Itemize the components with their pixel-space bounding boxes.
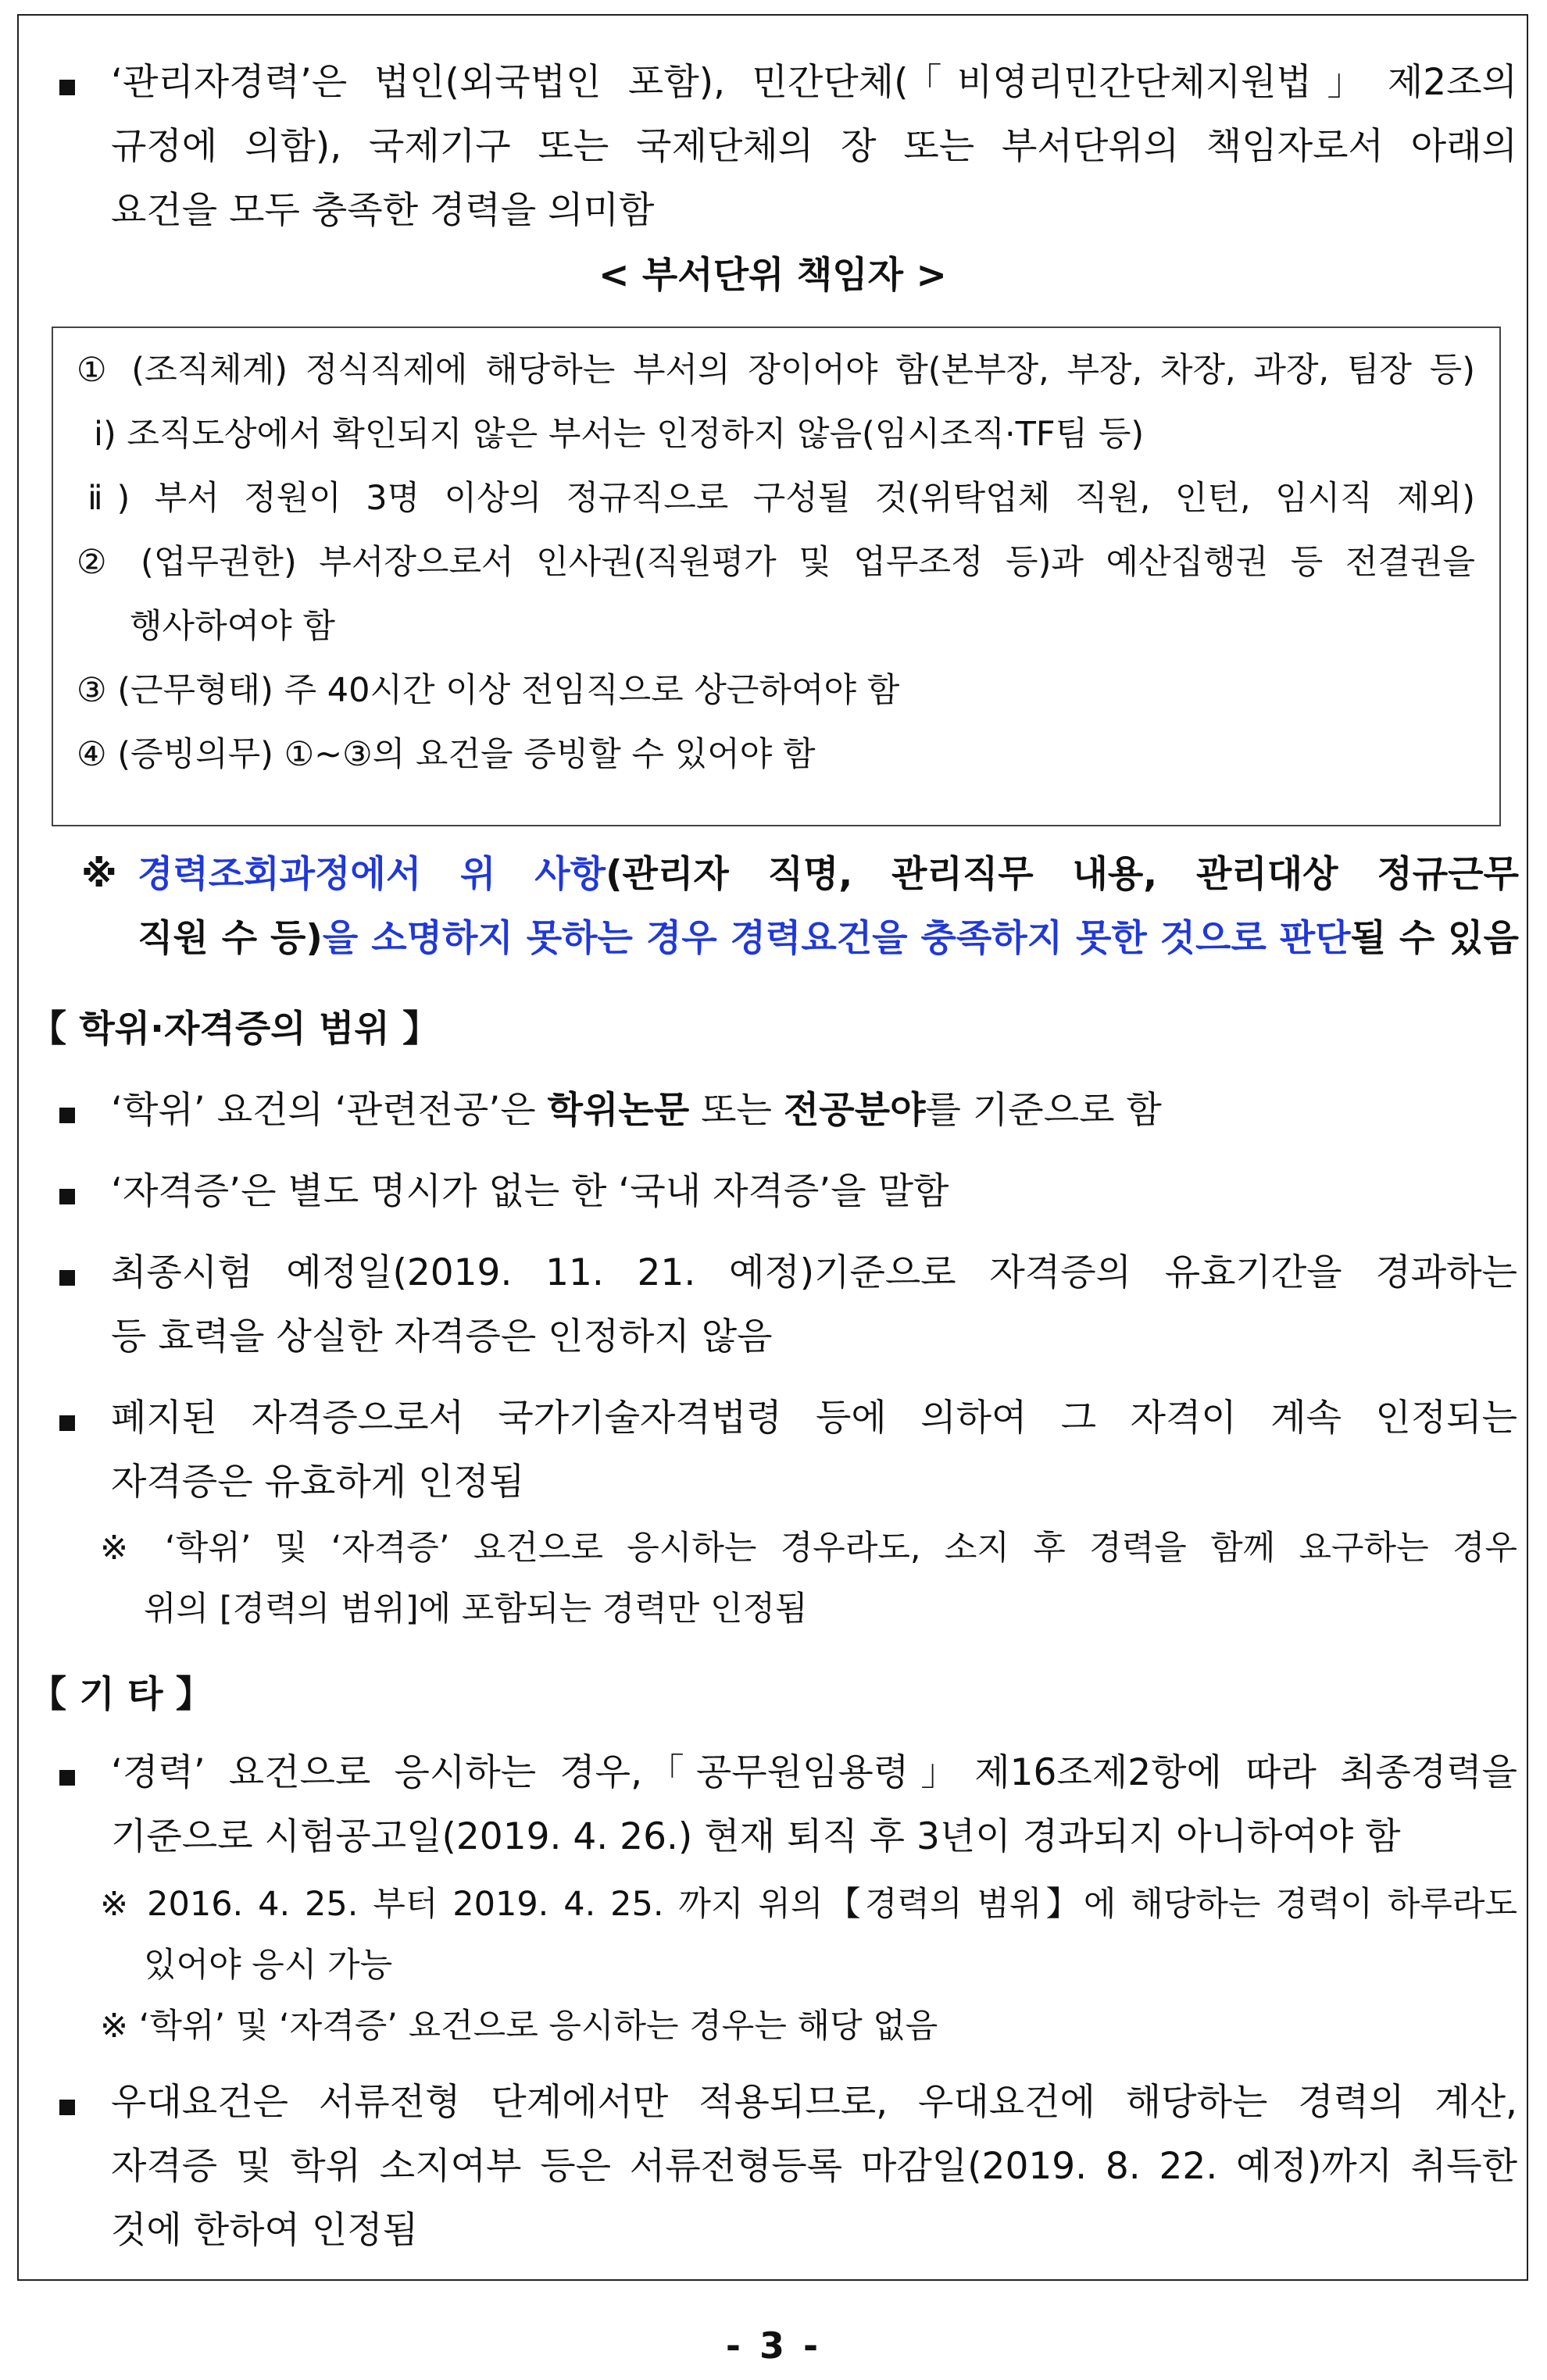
bullet-icon	[59, 1770, 75, 1786]
intro-line-1: ‘관리자경력’은 법인(외국법인 포함), 민간단체(｢비영리민간단체지원법｣ 제2조의	[111, 61, 1517, 104]
criteria-1: ① (조직체계) 정식직제에 해당하는 부서의 장이어야 함(본부장, 부장, 차장, 과장, 팀장 등)	[77, 351, 1475, 390]
etc-bullet-2-cont-1: 자격증 및 학위 소지여부 등은 서류전형등록 마감일(2019. 8. 22. 예정)까지 취득한	[111, 2145, 1517, 2188]
etc-note-1-cont: 있어야 응시 가능	[144, 1946, 393, 1985]
criteria-1-sub-ii: ⅱ) 부서 정원이 3명 이상의 정규직으로 구성될 것(위탁업체 직원, 인턴, 임시직 제외)	[88, 479, 1475, 518]
etc-heading: 【 기 타 】	[30, 1673, 213, 1716]
degree-bullet-1	[111, 1087, 1162, 1134]
intro-line-2: 규정에 의함), 국제기구 또는 국제단체의 장 또는 부서단위의 책임자로서 아래의	[111, 125, 1517, 168]
criteria-box	[52, 326, 1501, 826]
etc-note-2: ※ ‘학위’ 및 ‘자격증’ 요건으로 응시하는 경우는 해당 없음	[100, 2007, 938, 2046]
criteria-2: ② (업무권한) 부서장으로서 인사권(직원평가 및 업무조정 등)과 예산집행권 등 전결권을	[77, 543, 1475, 582]
degree-bullet-4: 폐지된 자격증으로서 국가기술자격법령 등에 의하여 그 자격이 계속 인정되는	[111, 1397, 1517, 1440]
bullet-icon	[59, 1270, 75, 1286]
bullet-icon	[59, 1108, 75, 1123]
degree-b1-bold-2: 전공분야	[783, 1089, 926, 1132]
criteria-1-sub-i: ⅰ) 조직도상에서 확인되지 않은 부서는 인정하지 않음(임시조직·TF팀 등)	[94, 415, 1145, 454]
degree-b1-mid: 또는	[689, 1089, 784, 1132]
degree-bullet-3: 최종시험 예정일(2019. 11. 21. 예정)기준으로 자격증의 유효기간을 경과하는	[111, 1251, 1517, 1294]
degree-heading: 【 학위·자격증의 범위 】	[30, 1008, 440, 1051]
intro-line-3: 요건을 모두 충족한 경력을 의미함	[111, 189, 655, 232]
criteria-3: ③ (근무형태) 주 40시간 이상 전임직으로 상근하여야 함	[77, 671, 900, 710]
criteria-2-cont: 행사하여야 함	[130, 607, 335, 646]
notice-blue-2: 을 소명하지 못하는 경우 경력요건을 충족하지 못한 것으로 판단	[322, 917, 1351, 960]
degree-bullet-4-cont: 자격증은 유효하게 인정됨	[111, 1461, 525, 1504]
notice-line-2	[138, 915, 1519, 962]
notice-black-1: (관리자 직명, 관리직무 내용, 관리대상 정규근무	[606, 853, 1519, 896]
degree-bullet-3-cont: 등 효력을 상실한 자격증은 인정하지 않음	[111, 1315, 773, 1358]
etc-bullet-1: ‘경력’ 요건으로 응시하는 경우, ｢공무원임용령｣ 제16조제2항에 따라 최종경력을	[111, 1751, 1517, 1794]
notice-line-1	[138, 851, 1519, 898]
etc-bullet-1-cont: 기준으로 시험공고일(2019. 4. 26.) 현재 퇴직 후 3년이 경과되지 아니하여야 함	[111, 1815, 1401, 1858]
degree-b1-bold-1: 학위논문	[547, 1089, 690, 1132]
etc-bullet-2: 우대요건은 서류전형 단계에서만 적용되므로, 우대요건에 해당하는 경력의 계산,	[111, 2081, 1517, 2124]
notice-black-2: 직원 수 등)	[138, 917, 323, 960]
bullet-icon	[59, 80, 75, 95]
bullet-icon	[59, 1415, 75, 1431]
degree-note-1: ※ ‘학위’ 및 ‘자격증’ 요건으로 응시하는 경우라도, 소지 후 경력을 함께 요구하는 경우	[100, 1529, 1517, 1568]
notice-black-3: 될 수 있음	[1350, 917, 1519, 960]
notice-blue-1: 경력조회과정에서 위 사항	[138, 853, 606, 896]
notice-mark: ※	[81, 853, 117, 896]
degree-b1-pre: ‘학위’ 요건의 ‘관련전공’은	[111, 1089, 548, 1132]
page-number: - 3 -	[725, 2325, 822, 2367]
degree-b1-post: 를 기준으로 함	[925, 1089, 1162, 1132]
degree-bullet-2: ‘자격증’은 별도 명시가 없는 한 ‘국내 자격증’을 말함	[111, 1170, 949, 1213]
etc-bullet-2-cont-2: 것에 한하여 인정됨	[111, 2209, 419, 2252]
criteria-4: ④ (증빙의무) ①~③의 요건을 증빙할 수 있어야 함	[77, 735, 816, 774]
bullet-icon	[59, 1189, 75, 1204]
document-frame	[17, 14, 1528, 2281]
degree-note-1-cont: 위의 [경력의 범위]에 포함되는 경력만 인정됨	[144, 1590, 808, 1629]
etc-note-1: ※ 2016. 4. 25. 부터 2019. 4. 25. 까지 위의【경력의 범위】에 해당하는 경력이 하루라도	[100, 1885, 1517, 1924]
bullet-icon	[59, 2100, 75, 2115]
subtitle-dept-head: < 부서단위 책임자 >	[598, 254, 947, 297]
